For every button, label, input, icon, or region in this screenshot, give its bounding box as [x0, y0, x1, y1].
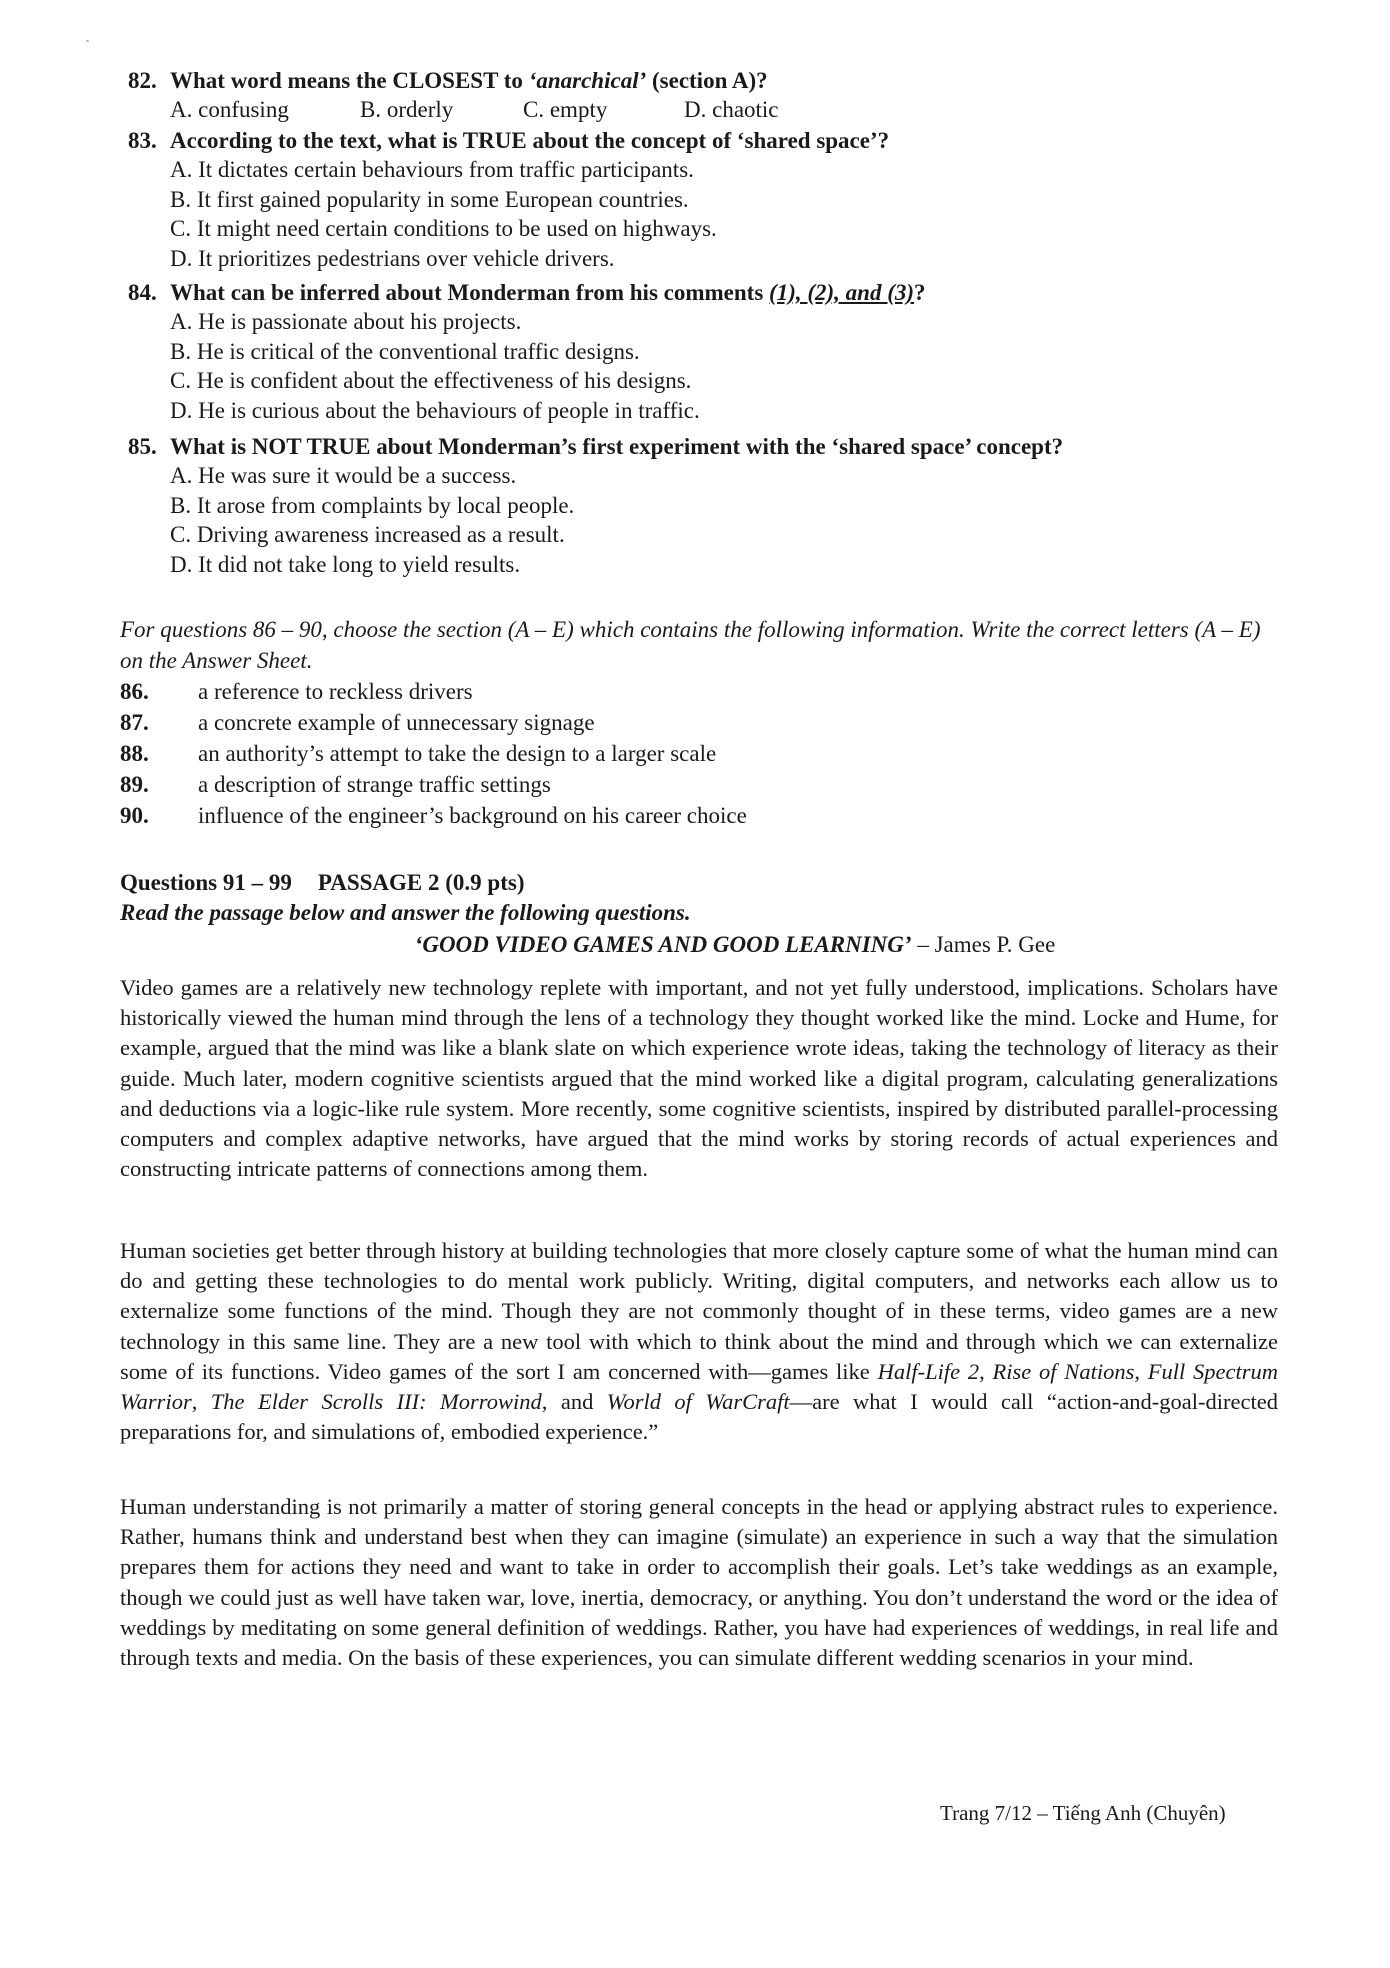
section-heading [120, 868, 525, 898]
question-stem: 85. What is NOT TRUE about Monderman’s first experiment with the ‘shared space’ concept? [128, 434, 1064, 459]
option-c: C. Driving awareness increased as a result. [170, 522, 565, 547]
option-d: D. chaotic [684, 97, 779, 122]
game-title: The Elder Scrolls III: Morrowind [210, 1389, 542, 1415]
question-85 [128, 432, 1278, 579]
game-title: Rise of Nations [992, 1358, 1135, 1384]
option-c: C. empty [523, 97, 608, 122]
game-title: World of WarCraft [606, 1389, 790, 1415]
option-a: A. He was sure it would be a success. [170, 463, 517, 488]
passage-label: PASSAGE 2 (0.9 pts) [317, 870, 525, 895]
passage-title [40, 930, 1390, 960]
passage-paragraph-3: Human understanding is not primarily a matter of storing general concepts in the head or applying abstract rules to experience. Rather, humans think and understand best when they can imagine (simulate) an experience in such a way that the simulation prepares them for actions they need and want to take in order to accomplish their goals. Let’s take weddings as an example, though we could just as well have taken war, love, inertia, democracy, or anything. You don’t understand the word or the idea of weddings by meditating on some general definition of weddings. Rather, you have had experiences of weddings, in real life and through texts and media. On the basis of these experiences, you can simulate different wedding scenarios in your mind. [120, 1494, 1278, 1671]
reading-instruction: Read the passage below and answer the following questions. [120, 900, 691, 925]
page-footer: Trang 7/12 – Tiếng Anh (Chuyên) [940, 1801, 1226, 1825]
option-b: B. It arose from complaints by local people. [170, 492, 575, 518]
answer-options [128, 95, 1278, 124]
option-a: A. confusing [170, 97, 289, 122]
option-b: B. orderly [360, 97, 454, 122]
question-84 [128, 278, 1278, 425]
question-stem: 82. What word means the CLOSEST to ‘anarchical’ (section A)? [128, 68, 768, 93]
option-a: A. It dictates certain behaviours from traffic participants. [170, 157, 694, 182]
matching-item-89: 89. a description of strange traffic settings [120, 772, 551, 797]
passage-paragraph-1: Video games are a relatively new technology replete with important, and not yet fully understood, implications. Scholars have historically viewed the human mind through the lens of a technology they thought worked like the mind. Locke and Hume, for example, argued that the mind was like a blank slate on which experience wrote ideas, taking the technology of literacy as their guide. Much later, modern cognitive scientists argued that the mind worked like a digital program, calculating generalizations and deductions via a logic-like rule system. More recently, some cognitive scientists, inspired by distributed parallel-processing computers and complex adaptive networks, have argued that the mind works by storing records of actual experiences and constructing intricate patterns of connections among them. [120, 975, 1278, 1182]
option-c: C. He is confident about the effectiveness of his designs. [170, 368, 692, 393]
question-82 [128, 66, 1278, 124]
question-range: Questions 91 – 99 [120, 870, 292, 895]
passage-title-text: ‘GOOD VIDEO GAMES AND GOOD LEARNING’ [414, 932, 912, 957]
quoted-word: ‘anarchical’ [528, 68, 647, 93]
matching-item-87: 87. a concrete example of unnecessary signage [120, 710, 595, 735]
option-d: D. It did not take long to yield results. [170, 551, 521, 577]
game-title: Half-Life 2 [877, 1358, 980, 1384]
question-number: 84. [128, 280, 157, 305]
passage-author: – James P. Gee [911, 932, 1056, 957]
matching-instruction: For questions 86 – 90, choose the section (A – E) which contains the following information. Write the correct letters (A – E) on the Answer Sheet. [120, 617, 1261, 673]
matching-list [120, 676, 1280, 831]
comment-reference: (1), (2), and (3) [769, 280, 915, 305]
passage-paragraph-2: Human societies get better through history at building technologies that more closely capture some of what the human mind can do and getting these technologies to do mental work publicly. Writing, digital computers, and networks each allow us to externalize some functions of the mind. Though they are not commonly thought of in these terms, video games are a new technology in this same line. They are a new tool with which to think about the mind and through which we can externalize some of its functions. Video games of the sort I am concerned with—games like Half-Life 2, Rise of Nations, Full Spectrum Warrior, The Elder Scrolls III: Morrowind, and World of WarCraft—are what I would call “action-and-goal-directed preparations for, and simulations of, embodied experience.” [120, 1238, 1278, 1445]
question-stem: 83. According to the text, what is TRUE about the concept of ‘shared space’? [128, 128, 890, 153]
question-83 [128, 126, 1278, 273]
option-b: B. It first gained popularity in some European countries. [170, 186, 689, 212]
matching-item-88: 88. an authority’s attempt to take the design to a larger scale [120, 741, 717, 766]
option-d: D. It prioritizes pedestrians over vehicle drivers. [170, 245, 615, 271]
question-number: 83. [128, 128, 157, 153]
matching-item-90: 90. influence of the engineer’s background on his career choice [120, 803, 747, 828]
scan-speck [86, 40, 89, 42]
option-d: D. He is curious about the behaviours of people in traffic. [170, 397, 700, 423]
question-number: 82. [128, 68, 157, 93]
option-a: A. He is passionate about his projects. [170, 309, 522, 334]
option-b: B. He is critical of the conventional traffic designs. [170, 338, 640, 364]
matching-item-86: 86. a reference to reckless drivers [120, 679, 473, 704]
question-number: 85. [128, 434, 157, 459]
question-stem: 84. What can be inferred about Monderman from his comments (1), (2), and (3)? [128, 280, 926, 305]
option-c: C. It might need certain conditions to be used on highways. [170, 216, 717, 241]
game-title: Full Spectrum Warrior [120, 1358, 1278, 1415]
